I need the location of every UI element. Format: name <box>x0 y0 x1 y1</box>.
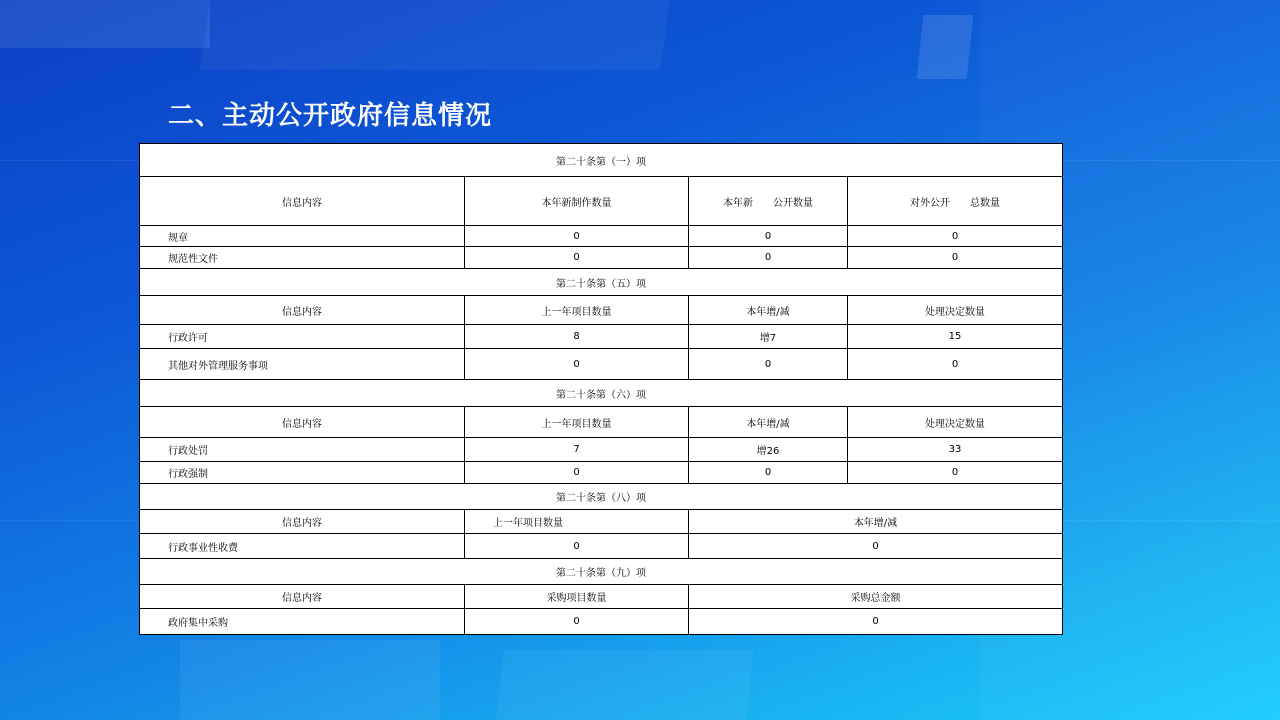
section-header-row <box>140 269 1063 296</box>
disclosure-table <box>139 143 1062 635</box>
cell-value: 0 <box>689 609 1063 635</box>
col-header: 上一年项目数量 <box>465 407 689 438</box>
row-label: 其他对外管理服务事项 <box>140 349 465 380</box>
cell-value: 15 <box>848 325 1063 349</box>
cell-value: 增26 <box>689 438 848 462</box>
table-row <box>140 462 1063 484</box>
cell-value: 0 <box>689 462 848 484</box>
col-header: 采购总金额 <box>689 585 1063 609</box>
cell-value: 7 <box>465 438 689 462</box>
col-header: 对外公开 总数量 <box>848 177 1063 226</box>
cell-value: 0 <box>848 226 1063 247</box>
cell-value: 0 <box>848 349 1063 380</box>
column-header-row <box>140 510 1063 534</box>
table-row <box>140 534 1063 559</box>
cell-value: 增7 <box>689 325 848 349</box>
col-header: 处理决定数量 <box>848 407 1063 438</box>
section-header: 第二十条第（一）项 <box>140 144 1063 177</box>
section-header-row <box>140 484 1063 510</box>
section-header-row <box>140 559 1063 585</box>
info-table <box>139 143 1063 635</box>
col-header: 本年增/减 <box>689 407 848 438</box>
section-header-row <box>140 380 1063 407</box>
column-header-row <box>140 296 1063 325</box>
table-row <box>140 325 1063 349</box>
bg-shape <box>496 650 753 720</box>
table-row <box>140 438 1063 462</box>
col-header: 信息内容 <box>140 296 465 325</box>
table-row <box>140 247 1063 269</box>
col-header: 信息内容 <box>140 585 465 609</box>
cell-value: 0 <box>848 247 1063 269</box>
slide-title: 二、主动公开政府信息情况 <box>168 101 493 131</box>
row-label: 行政事业性收费 <box>140 534 465 559</box>
table-row <box>140 349 1063 380</box>
cell-value: 0 <box>689 349 848 380</box>
cell-value: 0 <box>465 609 689 635</box>
section-header-row <box>140 144 1063 177</box>
section-header: 第二十条第（六）项 <box>140 380 1063 407</box>
col-header: 信息内容 <box>140 510 465 534</box>
col-header: 上一年项目数量 <box>465 296 689 325</box>
row-label: 规范性文件 <box>140 247 465 269</box>
col-header: 信息内容 <box>140 177 465 226</box>
row-label: 行政许可 <box>140 325 465 349</box>
cell-value: 0 <box>465 247 689 269</box>
column-header-row <box>140 585 1063 609</box>
cell-value: 0 <box>465 462 689 484</box>
row-label: 政府集中采购 <box>140 609 465 635</box>
row-label: 规章 <box>140 226 465 247</box>
cell-value: 0 <box>848 462 1063 484</box>
col-header: 本年增/减 <box>689 510 1063 534</box>
bg-shape <box>0 0 210 48</box>
cell-value: 0 <box>465 534 689 559</box>
cell-value: 0 <box>689 247 848 269</box>
cell-value: 0 <box>465 226 689 247</box>
bg-shape <box>917 15 974 79</box>
row-label: 行政强制 <box>140 462 465 484</box>
col-header: 上一年项目数量 <box>465 510 689 534</box>
col-header: 本年增/减 <box>689 296 848 325</box>
col-header: 本年新制作数量 <box>465 177 689 226</box>
col-header: 采购项目数量 <box>465 585 689 609</box>
cell-value: 33 <box>848 438 1063 462</box>
table-row <box>140 226 1063 247</box>
column-header-row <box>140 177 1063 226</box>
cell-value: 0 <box>465 349 689 380</box>
row-label: 行政处罚 <box>140 438 465 462</box>
cell-value: 0 <box>689 226 848 247</box>
section-header: 第二十条第（九）项 <box>140 559 1063 585</box>
table-row <box>140 609 1063 635</box>
section-header: 第二十条第（五）项 <box>140 269 1063 296</box>
bg-shape <box>200 0 670 70</box>
col-header: 处理决定数量 <box>848 296 1063 325</box>
bg-shape <box>180 640 440 720</box>
cell-value: 8 <box>465 325 689 349</box>
col-header: 信息内容 <box>140 407 465 438</box>
col-header: 本年新 公开数量 <box>689 177 848 226</box>
column-header-row <box>140 407 1063 438</box>
cell-value: 0 <box>689 534 1063 559</box>
section-header: 第二十条第（八）项 <box>140 484 1063 510</box>
